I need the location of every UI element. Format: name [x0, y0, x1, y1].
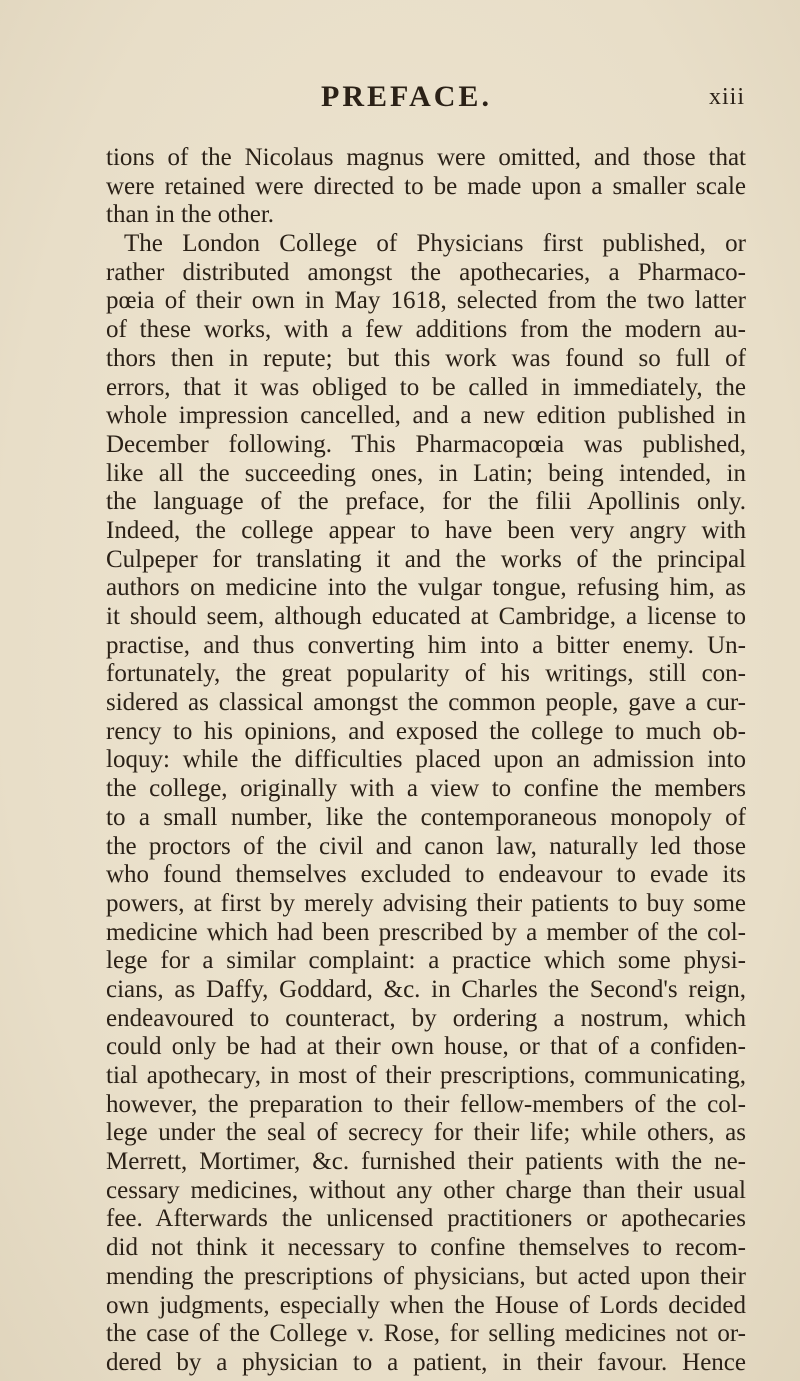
- text-line: pœia of their own in May 1618, selected from the two latter: [106, 287, 746, 315]
- text-line: December following. This Pharmacopœia was published,: [106, 430, 746, 458]
- text-line: practise, and thus converting him into a bitter enemy. Un-: [106, 631, 746, 659]
- text-line: thors then in repute; but this work was found so full of: [106, 344, 746, 372]
- text-line: however, the preparation to their fellow-members of the col-: [106, 1090, 746, 1118]
- page-header: [0, 80, 800, 120]
- text-line: rather distributed amongst the apothecaries, a Pharmaco-: [106, 258, 746, 286]
- text-line: Indeed, the college appear to have been very angry with: [106, 516, 746, 544]
- text-line: authors on medicine into the vulgar tongue, refusing him, as: [106, 574, 746, 602]
- text-line: endeavoured to counteract, by ordering a nostrum, which: [106, 1004, 746, 1032]
- text-line: the language of the preface, for the filii Apollinis only.: [106, 488, 746, 516]
- text-line: could only be had at their own house, or that of a confiden-: [106, 1033, 746, 1061]
- text-line: like all the succeeding ones, in Latin; being intended, in: [106, 459, 746, 487]
- text-line: medicine which had been prescribed by a member of the col-: [106, 918, 746, 946]
- text-line: tions of the Nicolaus magnus were omitted, and those that: [106, 144, 746, 171]
- text-line: mending the prescriptions of physicians, but acted upon their: [106, 1262, 746, 1290]
- text-line: fee. Afterwards the unlicensed practitioners or apothecaries: [106, 1205, 746, 1233]
- text-line: lege for a similar complaint: a practice which some physi-: [106, 947, 746, 975]
- text-line: cessary medicines, without any other charge than their usual: [106, 1176, 746, 1204]
- text-line: than in the other.: [106, 201, 275, 229]
- text-line: to a small number, like the contemporaneous monopoly of: [106, 803, 746, 831]
- text-line: did not think it necessary to confine themselves to recom-: [106, 1234, 746, 1262]
- text-line: Culpeper for translating it and the works of the principal: [106, 545, 746, 573]
- running-title: PREFACE.: [321, 80, 492, 113]
- text-line: the case of the College v. Rose, for selling medicines not or-: [106, 1320, 746, 1348]
- text-line: The London College of Physicians first published, or: [124, 230, 746, 258]
- text-line: rency to his opinions, and exposed the college to much ob-: [106, 717, 746, 745]
- body-text: [106, 144, 746, 1378]
- text-line: were retained were directed to be made upon a smaller scale: [106, 172, 746, 200]
- text-line: lege under the seal of secrecy for their life; while others, as: [106, 1119, 746, 1147]
- text-line: Merrett, Mortimer, &c. furnished their patients with the ne-: [106, 1148, 746, 1176]
- text-line: the college, originally with a view to confine the members: [106, 775, 746, 803]
- text-line: of these works, with a few additions from the modern au-: [106, 316, 746, 344]
- text-line: tial apothecary, in most of their prescriptions, communicating,: [106, 1062, 746, 1089]
- text-line: fortunately, the great popularity of his writings, still con-: [106, 660, 746, 688]
- text-line: the proctors of the civil and canon law, naturally led those: [106, 832, 746, 860]
- text-line: errors, that it was obliged to be called in immediately, the: [106, 373, 746, 401]
- text-line: dered by a physician to a patient, in their favour. Hence: [106, 1348, 746, 1376]
- page-number: xiii: [708, 84, 745, 110]
- text-line: whole impression cancelled, and a new edition published in: [106, 402, 746, 430]
- text-line: it should seem, although educated at Cambridge, a license to: [106, 603, 746, 630]
- text-line: who found themselves excluded to endeavour to evade its: [106, 861, 746, 889]
- text-line: own judgments, especially when the House of Lords decided: [106, 1291, 746, 1319]
- text-line: cians, as Daffy, Goddard, &c. in Charles the Second's reign,: [106, 975, 746, 1003]
- text-line: loquy: while the difficulties placed upon an admission into: [106, 746, 746, 774]
- text-line: powers, at first by merely advising their patients to buy some: [106, 889, 746, 917]
- text-line: sidered as classical amongst the common people, gave a cur-: [106, 689, 746, 717]
